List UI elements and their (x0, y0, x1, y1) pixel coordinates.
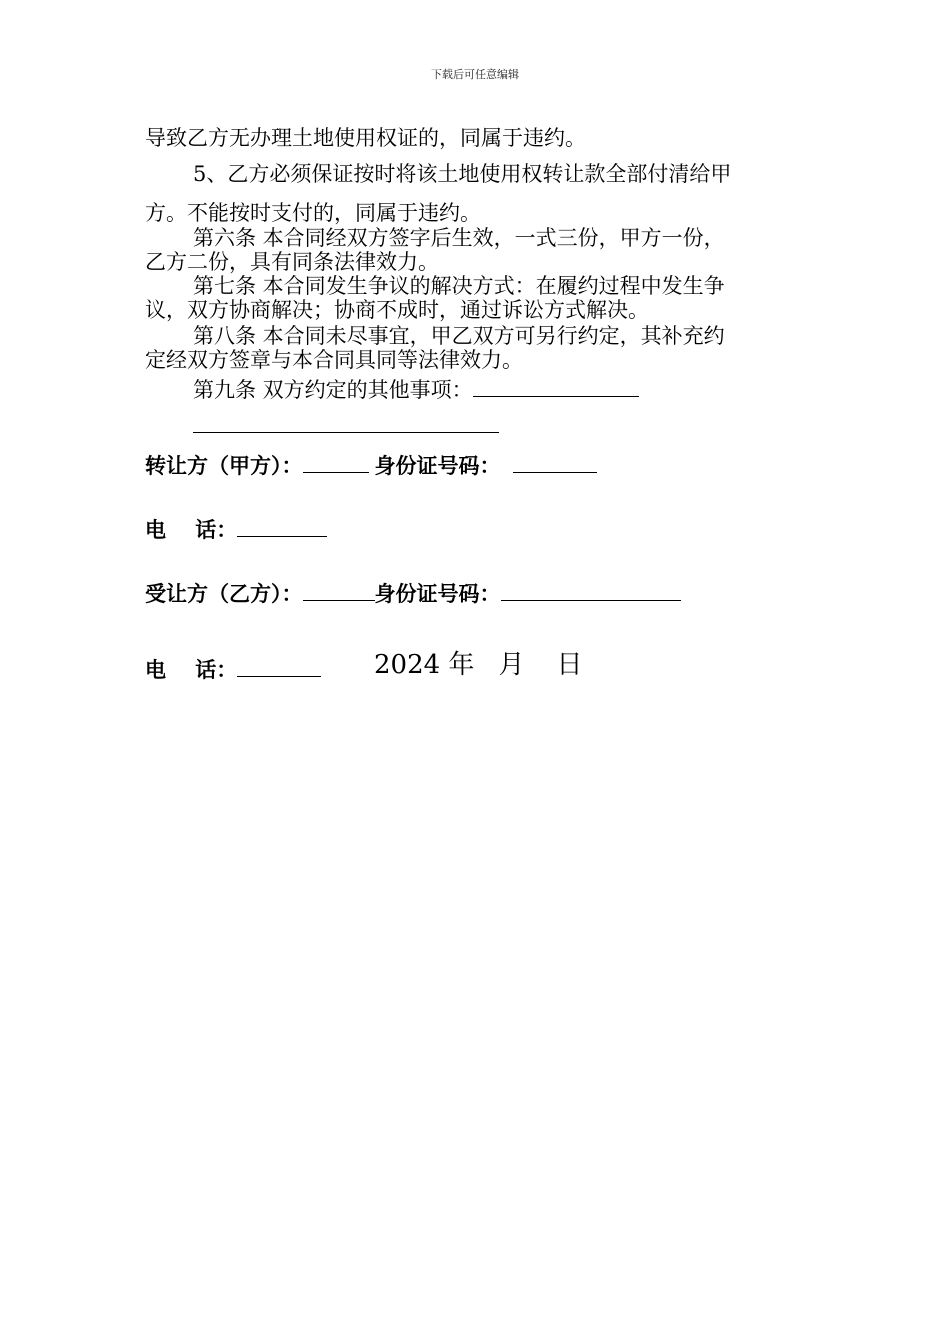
transferor-phone-label: 电 话： (145, 518, 238, 542)
clause-nine-line (193, 376, 639, 401)
transferor-row (145, 452, 597, 477)
transferee-phone-row (145, 656, 321, 681)
transferor-phone-blank[interactable] (237, 516, 327, 537)
clause-text-line: 议，双方协商解决；协商不成时，通过诉讼方式解决。 (145, 298, 649, 322)
date-day: 日 (556, 650, 583, 680)
transferor-label: 转让方（甲方）： (145, 454, 303, 478)
transferee-phone-blank[interactable] (237, 656, 321, 677)
signing-date (374, 652, 582, 678)
other-matters-continuation (193, 412, 499, 437)
clause-text-line: 方。不能按时支付的，同属于违约。 (145, 201, 481, 225)
clause-eight-line: 第八条 本合同未尽事宜，甲乙双方可另行约定，其补充约 (193, 324, 725, 348)
clause-six-line: 第六条 本合同经双方签字后生效，一式三份，甲方一份， (193, 226, 725, 250)
clause-text-line: 导致乙方无办理土地使用权证的，同属于违约。 (145, 126, 586, 150)
clause-nine-label: 第九条 双方约定的其他事项： (193, 378, 473, 402)
transferee-label: 受让方（乙方）： (145, 582, 303, 606)
transferor-id-label: 身份证号码： (374, 454, 501, 478)
other-matters-blank[interactable] (473, 376, 639, 397)
page-header-note: 下载后可任意编辑 (431, 68, 519, 81)
transferee-row (145, 580, 681, 605)
clause-seven-line: 第七条 本合同发生争议的解决方式：在履约过程中发生争 (193, 274, 725, 298)
transferee-name-blank[interactable] (303, 580, 375, 601)
transferor-name-blank[interactable] (303, 452, 369, 473)
transferor-id-blank[interactable] (513, 452, 597, 473)
transferor-phone-row (145, 516, 327, 541)
date-year: 2024 年 (374, 650, 475, 680)
other-matters-blank-2[interactable] (193, 412, 499, 433)
date-month: 月 (498, 650, 525, 680)
transferee-id-blank[interactable] (501, 580, 681, 601)
clause-text-line: 定经双方签章与本合同具同等法律效力。 (145, 348, 523, 372)
clause-text-line: 5、乙方必须保证按时将该土地使用权转让款全部付清给甲 (193, 162, 732, 186)
transferee-id-label: 身份证号码： (374, 582, 501, 606)
transferee-phone-label: 电 话： (145, 658, 238, 682)
clause-text-line: 乙方二份，具有同条法律效力。 (145, 250, 439, 274)
